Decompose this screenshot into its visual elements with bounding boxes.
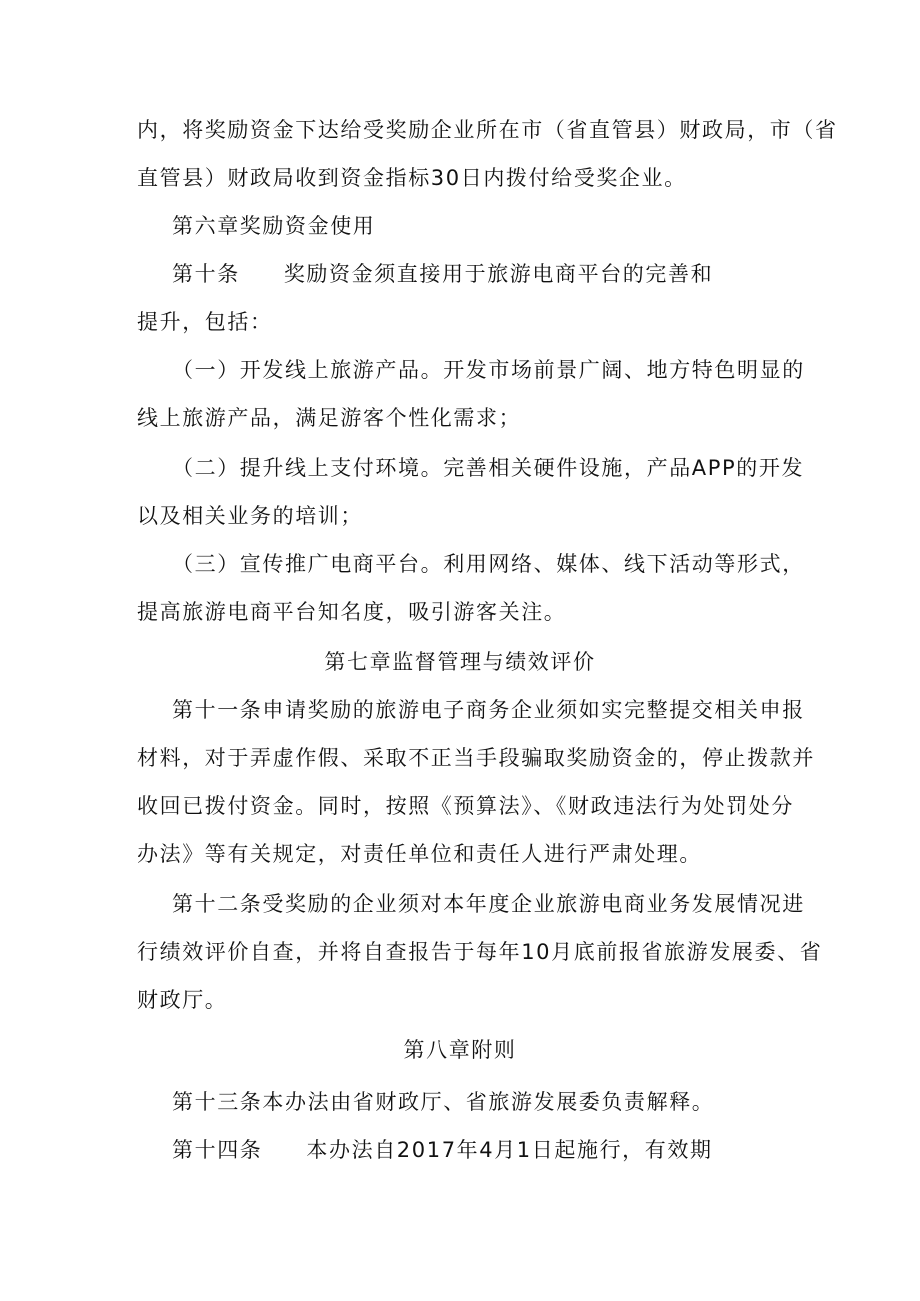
article-line xyxy=(172,259,713,289)
article-line: 第十一条申请奖励的旅游电子商务企业须如实完整提交相关申报 xyxy=(172,698,805,722)
paragraph-line: 财政厅。 xyxy=(137,988,228,1012)
paragraph-line: 线上旅游产品，满足游客个性化需求； xyxy=(137,406,522,430)
paragraph-line: 提高旅游电商平台知名度，吸引游客关注。 xyxy=(137,600,567,624)
paragraph-line: 办法》等有关规定，对责任单位和责任人进行严肃处理。 xyxy=(137,842,702,866)
article-line: 第十二条受奖励的企业须对本年度企业旅游电商业务发展情况进 xyxy=(172,892,805,916)
paragraph-line: 内，将奖励资金下达给受奖励企业所在市（省直管县）财政局，市（省 xyxy=(137,118,838,142)
article-line xyxy=(172,1135,713,1165)
article-text: 本办法自2017年4月1日起施行，有效期 xyxy=(306,1138,713,1162)
paragraph-line: 收回已拨付资金。同时，按照《预算法》、《财政违法行为处罚处分 xyxy=(137,794,794,818)
article-label: 第十四条 xyxy=(172,1138,263,1162)
article-line: 第十三条本办法由省财政厅、省旅游发展委负责解释。 xyxy=(172,1090,715,1114)
chapter-heading: 第七章监督管理与绩效评价 xyxy=(324,650,596,674)
chapter-heading: 第六章奖励资金使用 xyxy=(172,214,376,238)
paragraph-line: 以及相关业务的培训； xyxy=(137,504,363,528)
chapter-heading: 第八章附则 xyxy=(403,1038,517,1062)
paragraph-line: 直管县）财政局收到资金指标30日内拨付给受奖企业。 xyxy=(137,166,687,190)
paragraph-line: 材料，对于弄虚作假、采取不正当手段骗取奖励资金的，停止拨款并 xyxy=(137,746,815,770)
paragraph-line: 提升，包括： xyxy=(137,310,273,334)
paragraph-line: 行绩效评价自查，并将自查报告于每年10月底前报省旅游发展委、省 xyxy=(137,940,823,964)
list-item: （三）宣传推广电商平台。利用网络、媒体、线下活动等形式， xyxy=(172,552,805,576)
article-text: 奖励资金须直接用于旅游电商平台的完善和 xyxy=(283,262,714,286)
article-label: 第十条 xyxy=(172,262,240,286)
list-item: （一）开发线上旅游产品。开发市场前景广阔、地方特色明显的 xyxy=(172,358,805,382)
list-item: （二）提升线上支付环境。完善相关硬件设施，产品APP的开发 xyxy=(172,456,805,480)
